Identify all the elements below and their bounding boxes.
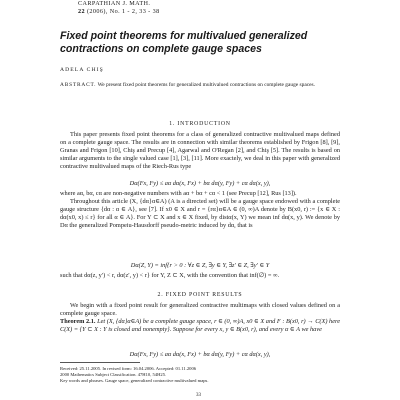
- journal-issue-rest: (2006), No. 1 - 2, 33 - 38: [85, 7, 160, 15]
- intro-paragraph-2: Throughout this article (X, {dα}α∈A) (A is a directed set) will be a gauge space endowed with a complete gauge structure {dα : α ∈ A}, see [7]. If x0 ∈ X and r = {rα}α∈A ∈ (0, ∞)A denote by B(x0, r) := {x ∈ X : dα(x0, x) ≤ r} for all α ∈ A}. For Y ⊂ X and x ∈ X fixed, by distα(x, Y) we mean inf dα(x, y). We denote by Dα the generalized Pompeiu-Hausdorff pseudo-metric induced by dα, that is: [60, 198, 340, 230]
- journal-issue: [78, 8, 160, 16]
- section-heading-introduction: 1. INTRODUCTION: [169, 121, 231, 127]
- equation-pompeiu-hausdorff: Dα(Z, Y) = inf{r > 0 : ∀z ∈ Z, ∃y ∈ Y, ∃z′ ∈ Z, ∃y′ ∈ Y: [130, 262, 270, 269]
- footnote-msc: 2000 Mathematics Subject Classification. 47H10, 54H25.: [60, 372, 167, 378]
- footnote: [60, 366, 340, 384]
- intro-paragraph-1b: where aα, bα, cα are non-negative numbers with aα + bα + cα < 1 (see Precup [12], Rus [13]).: [60, 190, 297, 197]
- abstract-label: ABSTRACT.: [60, 82, 97, 88]
- theorem-label: Theorem 2.1.: [60, 318, 96, 326]
- journal-name: CARPATHIAN J. MATH.: [78, 0, 151, 7]
- abstract: [60, 82, 340, 89]
- footnote-rule: [60, 362, 140, 363]
- author-name: ADELA CHIŞ: [60, 67, 104, 73]
- introduction-body: [60, 131, 340, 171]
- results-paragraph-1: We begin with a fixed point result for generalized contractive multimaps with closed values defined on a complete gauge space.: [60, 302, 340, 318]
- theorem-2-1: [60, 318, 340, 334]
- section-heading-results: 2. FIXED POINT RESULTS: [157, 292, 243, 298]
- equation-contraction: Dα(Fx, Fy) ≤ aα dα(x, Fx) + bα dα(y, Fy) + cα dα(x, y),: [129, 180, 271, 187]
- equation-theorem: Dα(Fx, Fy) ≤ aα dα(x, Fx) + bα dα(y, Fy) + cα dα(x, y),: [129, 351, 271, 358]
- intro-continuation-2: [60, 272, 340, 280]
- theorem-statement: Let (X, {dα}α∈A) be a complete gauge space, r ∈ (0, ∞)A, x0 ∈ X and F : B(x0, r) → C(X) here C(X) = {Y ⊂ X : Y is closed and nonempty}. Suppose for every x, y ∈ B(x0, r), and every α ∈ A we have: [60, 318, 341, 334]
- intro-paragraph-2b: such that dα(z, y′) < r, dα(z′, y) < r} for Y, Z ⊂ X, with the convention that inf(∅) = ∞.: [60, 272, 280, 279]
- journal-volume: 22: [78, 7, 85, 15]
- page-number: 33: [196, 393, 201, 398]
- abstract-text: We present fixed point theorems for generalized multivalued contractions on complete gauge spaces.: [97, 82, 315, 88]
- intro-continuation: [60, 190, 340, 230]
- results-body: [60, 302, 340, 334]
- paper-title: Fixed point theorems for multivalued generalized contractions on complete gauge spaces: [60, 30, 308, 55]
- intro-paragraph-1: This paper presents fixed point theorems for a class of generalized contractive multivalued maps defined on a complete gauge space. The results are in connection with similar theorems established by Frigon [8], [9], Granas and Frigon [10], Chiş and Precup [4], Agarwal and O'Regan [2], and Chiş [5]. The results is based on similar arguments to the single valued case [1], [3], [11]. More exactely, we deal in this paper with generalized contractive multivalued maps of the Riech-Rus type: [60, 131, 340, 171]
- journal-header: [78, 0, 160, 15]
- footnote-keywords: Key words and phrases. Gauge space, generalized contractive multivalued maps.: [60, 378, 209, 384]
- footnote-dates: Received: 25.11.2005. In revised form: 16.04.2006. Accepted: 01.11.2006: [60, 366, 197, 371]
